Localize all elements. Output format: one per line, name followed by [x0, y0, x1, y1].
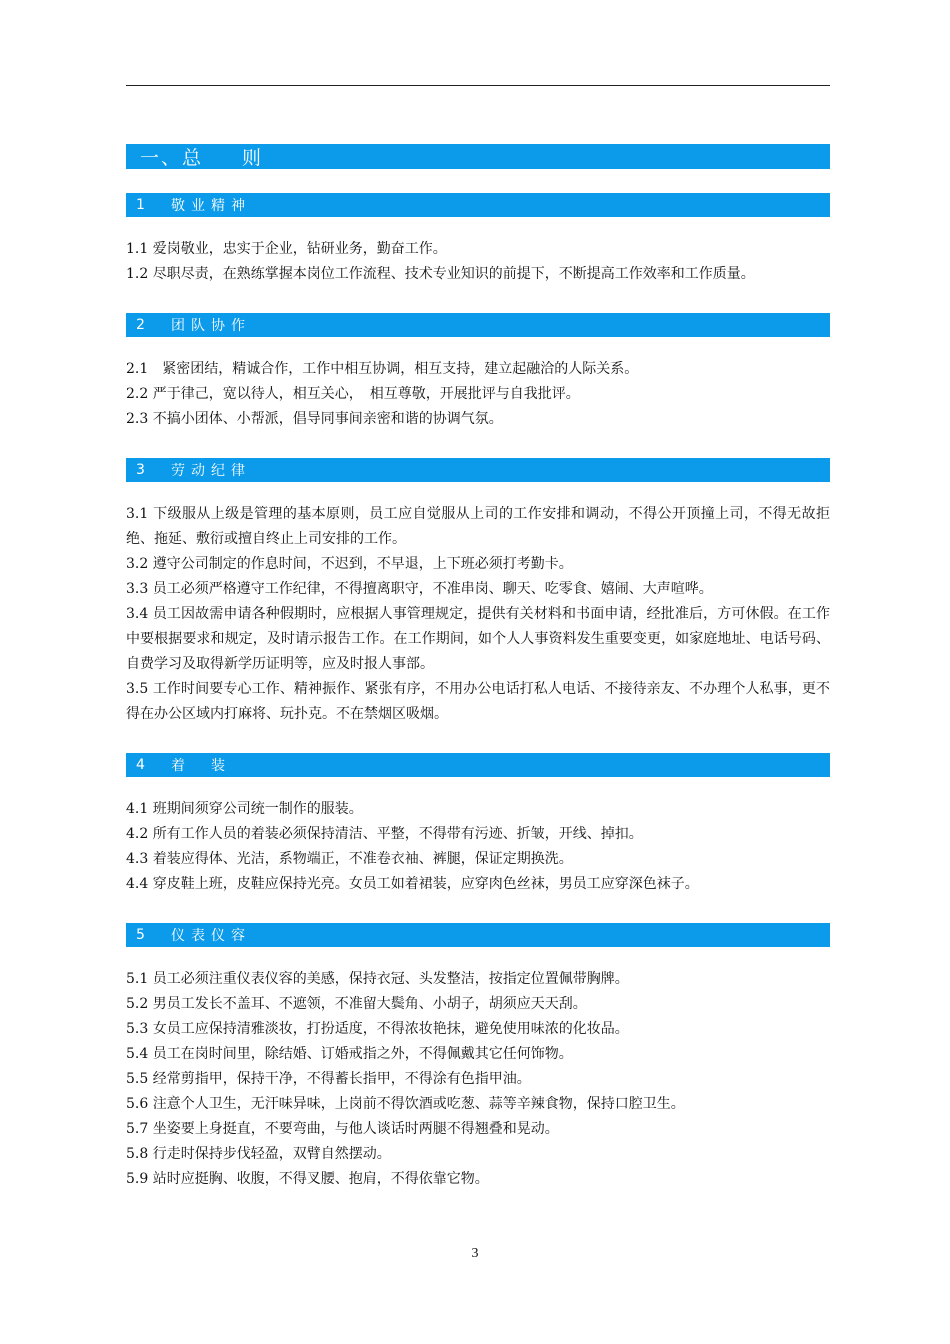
rule-item: 3.5 工作时间要专心工作、精神振作、紧张有序，不用办公电话打私人电话、不接待亲友、不办理个人私事，更不得在办公区域内打麻将、玩扑克。不在禁烟区吸烟。	[126, 681, 830, 722]
rule-item: 3.4 员工因故需申请各种假期时，应根据人事管理规定，提供有关材料和书面申请，经批准后，方可休假。在工作中要根据要求和规定，及时请示报告工作。在工作期间，如个人人事资料发生重要变更，如家庭地址、电话号码、自费学习及取得新学历证明等，应及时报人事部。	[126, 606, 830, 672]
chapter-number: 一、	[140, 147, 183, 169]
section-number: 5	[136, 927, 145, 943]
rule-item: 2.2 严于律己，宽以待人，相互关心， 相互尊敬，开展批评与自我批评。	[126, 386, 580, 402]
rule-item: 2.1 紧密团结，精诚合作，工作中相互协调，相互支持，建立起融洽的人际关系。	[126, 361, 639, 377]
rule-item: 5.9 站时应挺胸、收腹，不得叉腰、抱肩，不得依靠它物。	[126, 1171, 489, 1187]
rule-item: 3.2 遵守公司制定的作息时间，不迟到，不早退，上下班必须打考勤卡。	[126, 556, 573, 572]
sections-container	[126, 193, 830, 1192]
rule-item: 5.2 男员工发长不盖耳、不遮领，不准留大鬓角、小胡子，胡须应天天刮。	[126, 996, 587, 1012]
rule-item: 5.6 注意个人卫生，无汗味异味，上岗前不得饮酒或吃葱、蒜等辛辣食物，保持口腔卫生。	[126, 1096, 685, 1112]
rule-item: 4.3 着装应得体、光洁，系物端正，不准卷衣袖、裤腿，保证定期换洗。	[126, 851, 573, 867]
section-heading-bar	[126, 458, 830, 482]
section-title: 团队协作	[171, 318, 251, 334]
section-number: 1	[136, 197, 145, 213]
rule-item: 3.3 员工必须严格遵守工作纪律，不得擅离职守，不准串岗、聊天、吃零食、嬉闹、大声喧哗。	[126, 581, 713, 597]
section-number: 3	[136, 462, 145, 478]
rule-item: 5.5 经常剪指甲，保持干净，不得蓄长指甲，不得涂有色指甲油。	[126, 1071, 531, 1087]
chapter-title: 总 则	[182, 147, 263, 169]
rule-item: 5.8 行走时保持步伐轻盈，双臂自然摆动。	[126, 1146, 391, 1162]
section-items	[126, 797, 830, 897]
section-items	[126, 967, 830, 1192]
rule-item: 3.1 下级服从上级是管理的基本原则，员工应自觉服从上司的工作安排和调动，不得公开顶撞上司，不得无故拒绝、拖延、敷衍或擅自终止上司安排的工作。	[126, 506, 830, 547]
section-heading-bar	[126, 923, 830, 947]
page-number: 3	[471, 1246, 479, 1261]
section	[126, 193, 830, 287]
document-body	[126, 144, 830, 1192]
rule-item: 4.4 穿皮鞋上班，皮鞋应保持光亮。女员工如着裙装，应穿肉色丝袜，男员工应穿深色袜子。	[126, 876, 699, 892]
rule-item: 4.2 所有工作人员的着装必须保持清洁、平整，不得带有污迹、折皱，开线、掉扣。	[126, 826, 643, 842]
rule-item: 5.3 女员工应保持清雅淡妆，打扮适度，不得浓妆艳抹，避免使用味浓的化妆品。	[126, 1021, 629, 1037]
section-number: 2	[136, 317, 145, 333]
section-heading-bar	[126, 753, 830, 777]
rule-item: 4.1 班期间须穿公司统一制作的服装。	[126, 801, 363, 817]
section-number: 4	[136, 757, 145, 773]
header-rule	[126, 85, 830, 86]
section-title: 敬业精神	[171, 198, 251, 214]
section	[126, 923, 830, 1192]
section-items	[126, 502, 830, 727]
rule-item: 1.1 爱岗敬业，忠实于企业，钻研业务，勤奋工作。	[126, 241, 447, 257]
section-title: 劳动纪律	[171, 463, 251, 479]
section-heading-bar	[126, 193, 830, 217]
chapter-heading	[126, 144, 830, 169]
section-title: 仪表仪容	[171, 928, 251, 944]
section	[126, 313, 830, 432]
rule-item: 5.1 员工必须注重仪表仪容的美感，保持衣冠、头发整洁，按指定位置佩带胸牌。	[126, 971, 629, 987]
rule-item: 2.3 不搞小团体、小帮派，倡导同事间亲密和谐的协调气氛。	[126, 411, 503, 427]
section-title: 着 装	[171, 758, 231, 774]
rule-item: 5.4 员工在岗时间里，除结婚、订婚戒指之外，不得佩戴其它任何饰物。	[126, 1046, 573, 1062]
rule-item: 5.7 坐姿要上身挺直，不要弯曲，与他人谈话时两腿不得翘叠和晃动。	[126, 1121, 559, 1137]
section-heading-bar	[126, 313, 830, 337]
section	[126, 458, 830, 727]
section-items	[126, 237, 830, 287]
section-items	[126, 357, 830, 432]
rule-item: 1.2 尽职尽责，在熟练掌握本岗位工作流程、技术专业知识的前提下，不断提高工作效率和工作质量。	[126, 266, 755, 282]
section	[126, 753, 830, 897]
